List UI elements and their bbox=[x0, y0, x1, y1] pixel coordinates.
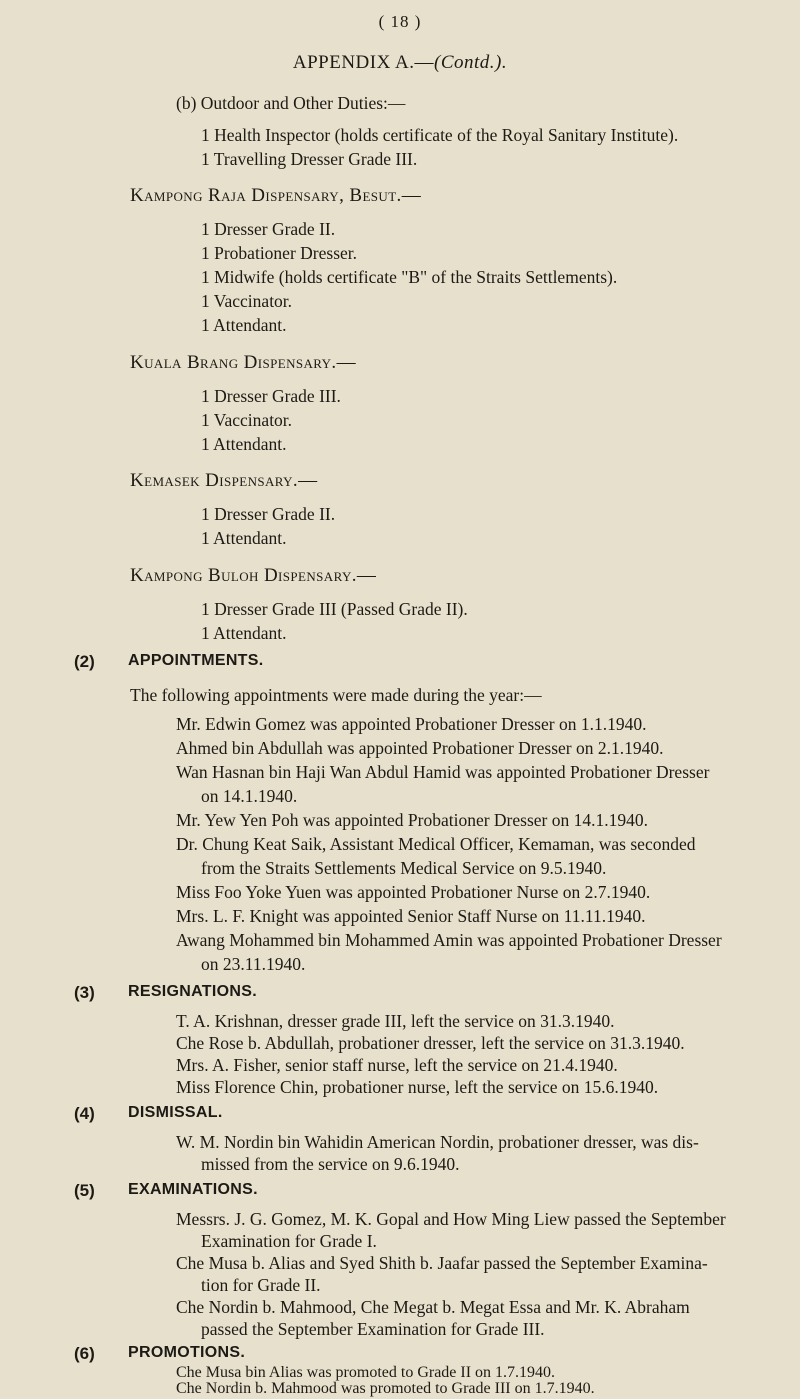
appointment-entry: Ahmed bin Abdullah was appointed Probationer Dresser on 2.1.1940. bbox=[176, 738, 664, 758]
dispensary-item: 1 Dresser Grade III (Passed Grade II). bbox=[201, 599, 468, 619]
dispensary-name: Kampong Raja Dispensary, Besut.— bbox=[130, 185, 422, 206]
promotion-entry: Che Musa bin Alias was promoted to Grade II on 1.7.1940. bbox=[176, 1364, 556, 1381]
resignation-entry: Che Rose b. Abdullah, probationer dresser, left the service on 31.3.1940. bbox=[176, 1033, 685, 1053]
appointment-entry-continued: on 23.11.1940. bbox=[201, 954, 306, 974]
dispensary-item: 1 Dresser Grade III. bbox=[201, 386, 341, 406]
resignation-entry: Mrs. A. Fisher, senior staff nurse, left the service on 21.4.1940. bbox=[176, 1055, 618, 1075]
examination-entry-continued: Examination for Grade I. bbox=[201, 1231, 377, 1251]
appendix-title-main: APPENDIX A.— bbox=[292, 52, 434, 73]
resignation-entry: T. A. Krishnan, dresser grade III, left the service on 31.3.1940. bbox=[176, 1011, 615, 1031]
appendix-title bbox=[0, 52, 800, 74]
appointment-entry-continued: from the Straits Settlements Medical Service on 9.5.1940. bbox=[201, 858, 607, 878]
dismissal-entry-continued: missed from the service on 9.6.1940. bbox=[201, 1154, 460, 1174]
dispensary-item: 1 Probationer Dresser. bbox=[201, 243, 358, 263]
section-heading: RESIGNATIONS. bbox=[128, 983, 257, 1000]
appointment-entry: Miss Foo Yoke Yuen was appointed Probationer Nurse on 2.7.1940. bbox=[176, 882, 651, 902]
examination-entry: Che Nordin b. Mahmood, Che Megat b. Megat Essa and Mr. K. Abraham bbox=[176, 1297, 690, 1317]
section-intro: The following appointments were made during the year:— bbox=[130, 685, 542, 705]
section-number: (4) bbox=[74, 1104, 95, 1123]
appointment-entry: Mr. Yew Yen Poh was appointed Probationer Dresser on 14.1.1940. bbox=[176, 810, 648, 830]
section-number: (3) bbox=[74, 983, 95, 1002]
appendix-title-contd: (Contd.). bbox=[434, 52, 508, 73]
dispensary-name: Kampong Buloh Dispensary.— bbox=[130, 565, 377, 586]
appointment-entry: Mr. Edwin Gomez was appointed Probationer Dresser on 1.1.1940. bbox=[176, 714, 647, 734]
section-heading: EXAMINATIONS. bbox=[128, 1181, 258, 1198]
page-number: ( 18 ) bbox=[378, 12, 422, 31]
resignation-entry: Miss Florence Chin, probationer nurse, left the service on 15.6.1940. bbox=[176, 1077, 659, 1097]
dispensary-item: 1 Dresser Grade II. bbox=[201, 504, 336, 524]
dispensary-name: Kuala Brang Dispensary.— bbox=[130, 352, 356, 373]
dispensary-item: 1 Attendant. bbox=[201, 434, 287, 454]
section-heading: PROMOTIONS. bbox=[128, 1344, 246, 1361]
appointment-entry: Mrs. L. F. Knight was appointed Senior Staff Nurse on 11.11.1940. bbox=[176, 906, 646, 926]
appointment-entry: Awang Mohammed bin Mohammed Amin was appointed Probationer Dresser bbox=[176, 930, 722, 950]
promotion-entry: Che Nordin b. Mahmood was promoted to Grade III on 1.7.1940. bbox=[176, 1380, 595, 1397]
outdoor-item: 1 Health Inspector (holds certificate of the Royal Sanitary Institute). bbox=[201, 125, 679, 145]
dispensary-item: 1 Dresser Grade II. bbox=[201, 219, 336, 239]
outdoor-label: (b) Outdoor and Other Duties:— bbox=[176, 93, 406, 113]
section-heading: DISMISSAL. bbox=[128, 1104, 223, 1121]
section-number: (2) bbox=[74, 652, 95, 671]
dismissal-entry: W. M. Nordin bin Wahidin American Nordin, probationer dresser, was dis- bbox=[176, 1132, 699, 1152]
examination-entry: Messrs. J. G. Gomez, M. K. Gopal and How Ming Liew passed the September bbox=[176, 1209, 726, 1229]
dispensary-item: 1 Attendant. bbox=[201, 623, 287, 643]
section-number: (5) bbox=[74, 1181, 95, 1200]
examination-entry: Che Musa b. Alias and Syed Shith b. Jaafar passed the September Examina- bbox=[176, 1253, 708, 1273]
dispensary-name: Kemasek Dispensary.— bbox=[130, 470, 318, 491]
appointment-entry: Dr. Chung Keat Saik, Assistant Medical Officer, Kemaman, was seconded bbox=[176, 834, 696, 854]
dispensary-item: 1 Attendant. bbox=[201, 528, 287, 548]
dispensary-item: 1 Midwife (holds certificate "B" of the Straits Settlements). bbox=[201, 267, 618, 287]
dispensary-item: 1 Vaccinator. bbox=[201, 291, 293, 311]
appointment-entry: Wan Hasnan bin Haji Wan Abdul Hamid was appointed Probationer Dresser bbox=[176, 762, 710, 782]
outdoor-item: 1 Travelling Dresser Grade III. bbox=[201, 149, 418, 169]
examination-entry-continued: passed the September Examination for Grade III. bbox=[201, 1319, 545, 1339]
section-heading: APPOINTMENTS. bbox=[128, 652, 264, 669]
appointment-entry-continued: on 14.1.1940. bbox=[201, 786, 298, 806]
examination-entry-continued: tion for Grade II. bbox=[201, 1275, 321, 1295]
dispensary-item: 1 Vaccinator. bbox=[201, 410, 293, 430]
section-number: (6) bbox=[74, 1344, 95, 1363]
dispensary-item: 1 Attendant. bbox=[201, 315, 287, 335]
